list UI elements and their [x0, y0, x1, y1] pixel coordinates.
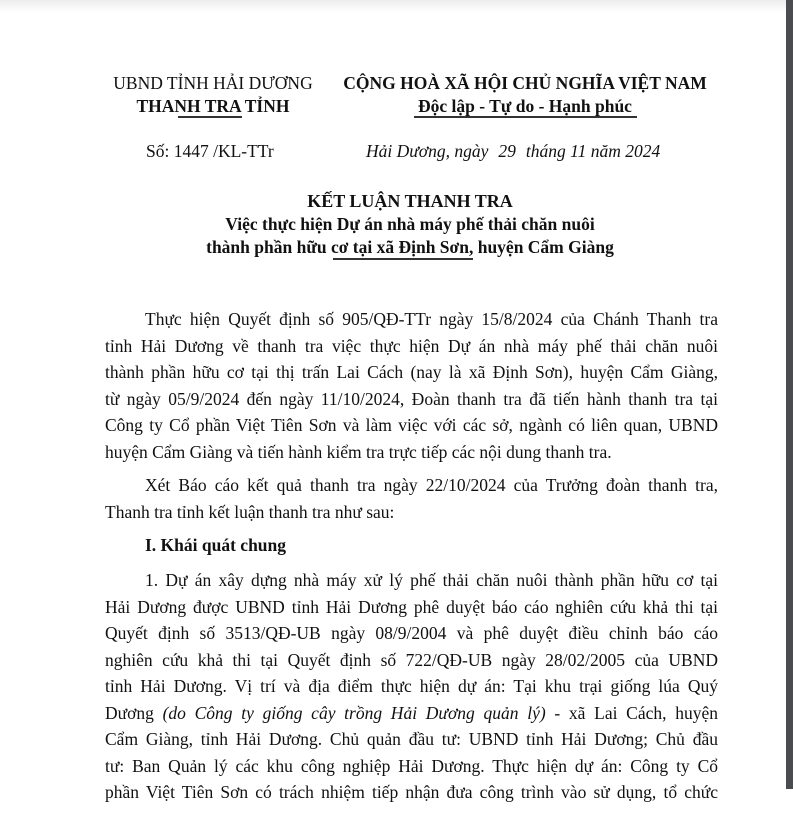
text-segment: - xã Lai Cách, huyện [545, 702, 718, 723]
motto-underline [414, 116, 637, 118]
scrollbar[interactable] [786, 0, 793, 789]
agency-parent: UBND TỈNH HẢI DƯƠNG [113, 73, 313, 93]
text-line [105, 700, 718, 727]
agency-underline [178, 116, 242, 118]
agency-name: THANH TRA TỈNH [136, 96, 290, 116]
title-main: KẾT LUẬN THANH TRA [307, 191, 513, 211]
section-heading-general: I. Khái quát chung [145, 535, 287, 555]
text-line: tỉnh Hải Dương về thanh tra việc thực hiện Dự án nhà máy phế thải chăn nuôi [105, 335, 718, 356]
italic-note: (do Công ty giống cây trồng Hải Dương quản lý) [162, 702, 546, 723]
text-line: tư: Ban Quản lý các khu công nghiệp Hải Dương. Thực hiện dự án: Công ty Cổ [105, 755, 718, 776]
text-line: Hải Dương được UBND tỉnh Hải Dương phê duyệt báo cáo nghiên cứu khả thi tại [105, 596, 718, 617]
text-line: 1. Dự án xây dựng nhà máy xử lý phế thải chăn nuôi thành phần hữu cơ tại [145, 570, 718, 590]
paragraph-report [105, 472, 718, 525]
text-line: từ ngày 05/9/2024 đến ngày 11/10/2024, Đoàn thanh tra đã tiến hành thanh tra tại [105, 388, 718, 409]
text-line: thành phần hữu cơ tại thị trấn Lai Cách (nay là xã Định Sơn), huyện Cẩm Giàng, [105, 362, 718, 382]
text-segment: Dương [105, 702, 163, 723]
title-underline [333, 258, 473, 260]
national-motto-header [338, 72, 712, 118]
document-title [130, 190, 690, 259]
motto: Độc lập - Tự do - Hạnh phúc [418, 96, 632, 116]
country-name: CỘNG HOÀ XÃ HỘI CHỦ NGHĨA VIỆT NAM [343, 73, 707, 93]
title-sub-line2: thành phần hữu cơ tại xã Định Sơn, huyện Cẩm Giàng [206, 237, 614, 257]
document-date [366, 141, 660, 162]
title-sub-line1: Việc thực hiện Dự án nhà máy phế thải chăn nuôi [225, 214, 595, 234]
text-line: phần Việt Tiên Sơn có trách nhiệm tiếp nhận đưa công trình vào sử dụng, tổ chức [105, 782, 718, 802]
text-line: Cẩm Giàng, tỉnh Hải Dương. Chủ quản đầu tư: UBND tỉnh Hải Dương; Chủ đầu [105, 729, 718, 749]
paragraph-intro [105, 306, 718, 465]
text-line: Quyết định số 3513/QĐ-UB ngày 08/9/2004 và phê duyệt điều chỉnh báo cáo [105, 623, 718, 643]
document-number: Số: 1447 /KL-TTr [146, 141, 274, 161]
date-suffix: tháng 11 năm 2024 [525, 141, 661, 161]
text-line: nghiên cứu khả thi tại Quyết định số 722/QĐ-UB ngày 28/02/2005 của UBND [105, 649, 718, 670]
paragraph-project-overview [105, 567, 718, 806]
text-line: Công ty Cổ phần Việt Tiên Sơn và làm việc với các sở, ngành có liên quan, UBND [105, 415, 718, 435]
issuing-agency-header [108, 72, 318, 118]
text-line: huyện Cẩm Giàng và tiến hành kiểm tra trực tiếp các nội dung thanh tra. [105, 441, 612, 462]
text-line: Xét Báo cáo kết quả thanh tra ngày 22/10/2024 của Trưởng đoàn thanh tra, [145, 475, 718, 495]
date-day: 29 [498, 141, 516, 161]
date-prefix: Hải Dương, ngày [366, 141, 489, 161]
document-body [105, 306, 718, 813]
text-line: tỉnh Hải Dương. Vị trí và địa điểm thực hiện dự án: Tại khu trại giống lúa Quý [105, 676, 718, 696]
text-line: Thanh tra tỉnh kết luận thanh tra như sau: [105, 501, 395, 522]
text-line: Thực hiện Quyết định số 905/QĐ-TTr ngày 15/8/2024 của Chánh Thanh tra [145, 309, 718, 329]
